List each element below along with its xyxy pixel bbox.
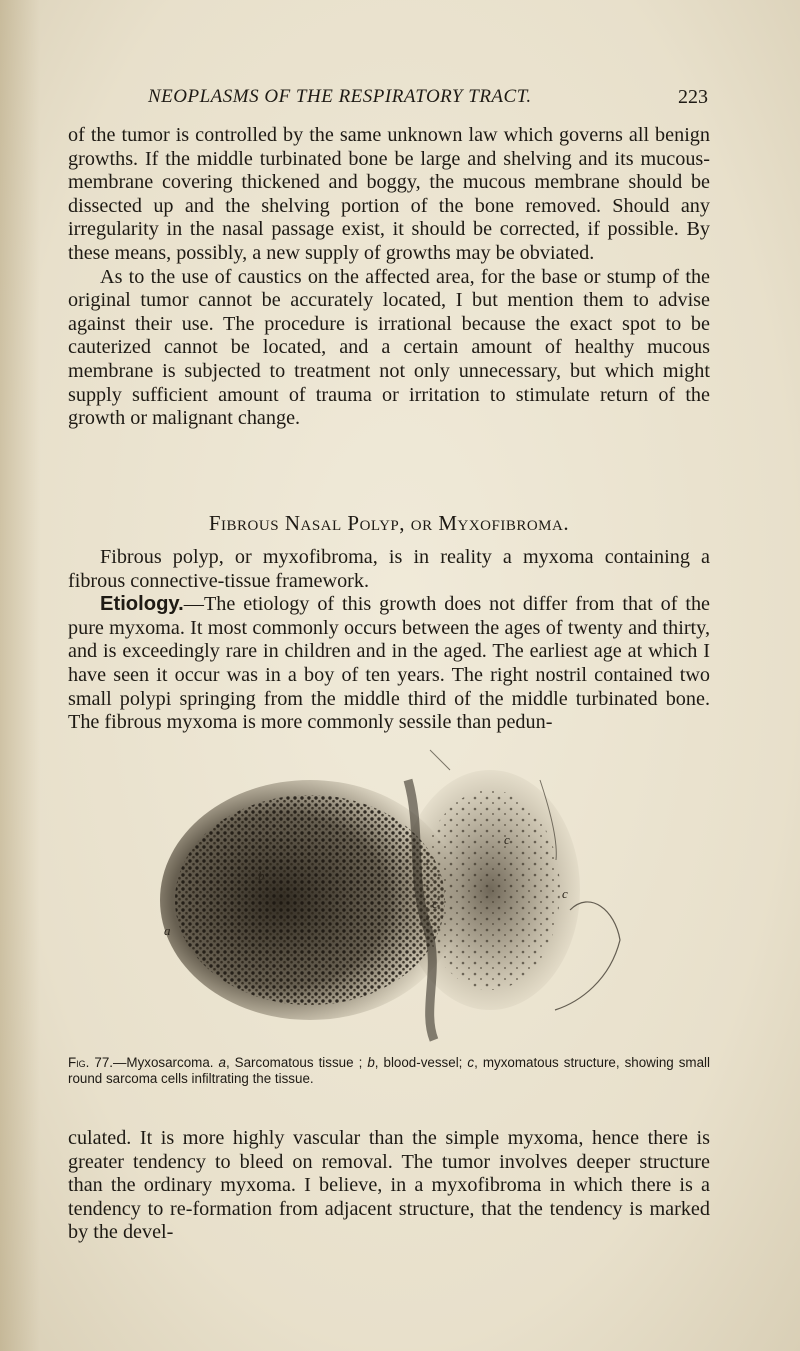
label-b: b xyxy=(258,868,265,883)
paragraph-caustics: As to the use of caustics on the affected area, for the base or stump of the original tumor cannot be accurately located, I but mention them to advise against their use. The procedure is irrational because the exact spot to be cauterized cannot be located, and a certain amount of healthy mucous membrane is subjected to treatment not only unnecessary, but which might supply sufficient amount of trauma or irritation to stimulate return of the growth or malignant change. xyxy=(68,265,710,430)
label-c-3: c xyxy=(562,886,568,901)
label-c-2: c xyxy=(504,832,510,847)
figure-caption xyxy=(68,1055,710,1087)
caption-key-b: b xyxy=(367,1055,375,1070)
caption-key-a: a xyxy=(218,1055,226,1070)
myxosarcoma-illustration xyxy=(160,740,630,1050)
paragraph-text: culated. It is more highly vascular than the simple myxoma, hence there is greater tendency to bleed on removal. The tumor involves deeper structure than the ordinary myxoma. I believe, in a myxofibroma in which there is a tendency to re-formation from adjacent structure, that the tendency is marked by the devel- xyxy=(68,1127,710,1244)
section-heading: Fibrous Nasal Polyp, or Myxofibroma. xyxy=(208,511,570,535)
paragraph-myxofibroma xyxy=(68,546,710,735)
figure-title: —Myxosarcoma. xyxy=(113,1055,214,1070)
paragraph-continuation xyxy=(68,124,710,431)
figure-micrograph xyxy=(160,740,630,1050)
paragraph-definition: Fibrous polyp, or myxofibroma, is in reality a myxoma containing a fibrous connective-tissue framework. xyxy=(68,546,710,592)
page-header xyxy=(148,86,708,116)
caption-text-a: , Sarcomatous tissue ; xyxy=(225,1055,363,1070)
page-number: 223 xyxy=(678,86,708,108)
label-a: a xyxy=(164,923,171,938)
label-c-1: c xyxy=(432,896,438,911)
paragraph-after-figure xyxy=(68,1127,710,1245)
caption-key-c: c xyxy=(467,1055,475,1070)
etiology-text: —The etiology of this growth does not differ from that of the pure myxoma. It most commonly occurs between the ages of twenty and thirty, and is exceedingly rare in children and in the aged. The earliest age at which I have seen it occur was in a boy of ten years. The right nostril contained two small polypi springing from the middle third of the middle turbinated bone. The fibrous myxoma is more commonly sessile than pedun- xyxy=(68,593,710,734)
caption-text-b: , blood-vessel; xyxy=(374,1055,463,1070)
page-edge-shadow xyxy=(0,0,40,1351)
paragraph-text: of the tumor is controlled by the same unknown law which governs all benign growths. If the middle turbinated bone be large and shelving and its mucous-membrane covering thickened and boggy, the mucous membrane should be dissected up and the shelving portion of the bone removed. Should any irregularity in the nasal passage exist, it should be corrected, if possible. By these means, possibly, a new supply of growths may be obviated. xyxy=(68,124,710,264)
paragraph-etiology xyxy=(68,593,710,735)
figure-label: Fig. 77. xyxy=(68,1055,114,1070)
running-head: NEOPLASMS OF THE RESPIRATORY TRACT. xyxy=(148,86,532,107)
caption-text-c: , myxomatous structure, showing small round sarcoma cells infiltrating the tissue. xyxy=(68,1055,710,1086)
etiology-run-in-heading: Etiology. xyxy=(100,593,184,616)
